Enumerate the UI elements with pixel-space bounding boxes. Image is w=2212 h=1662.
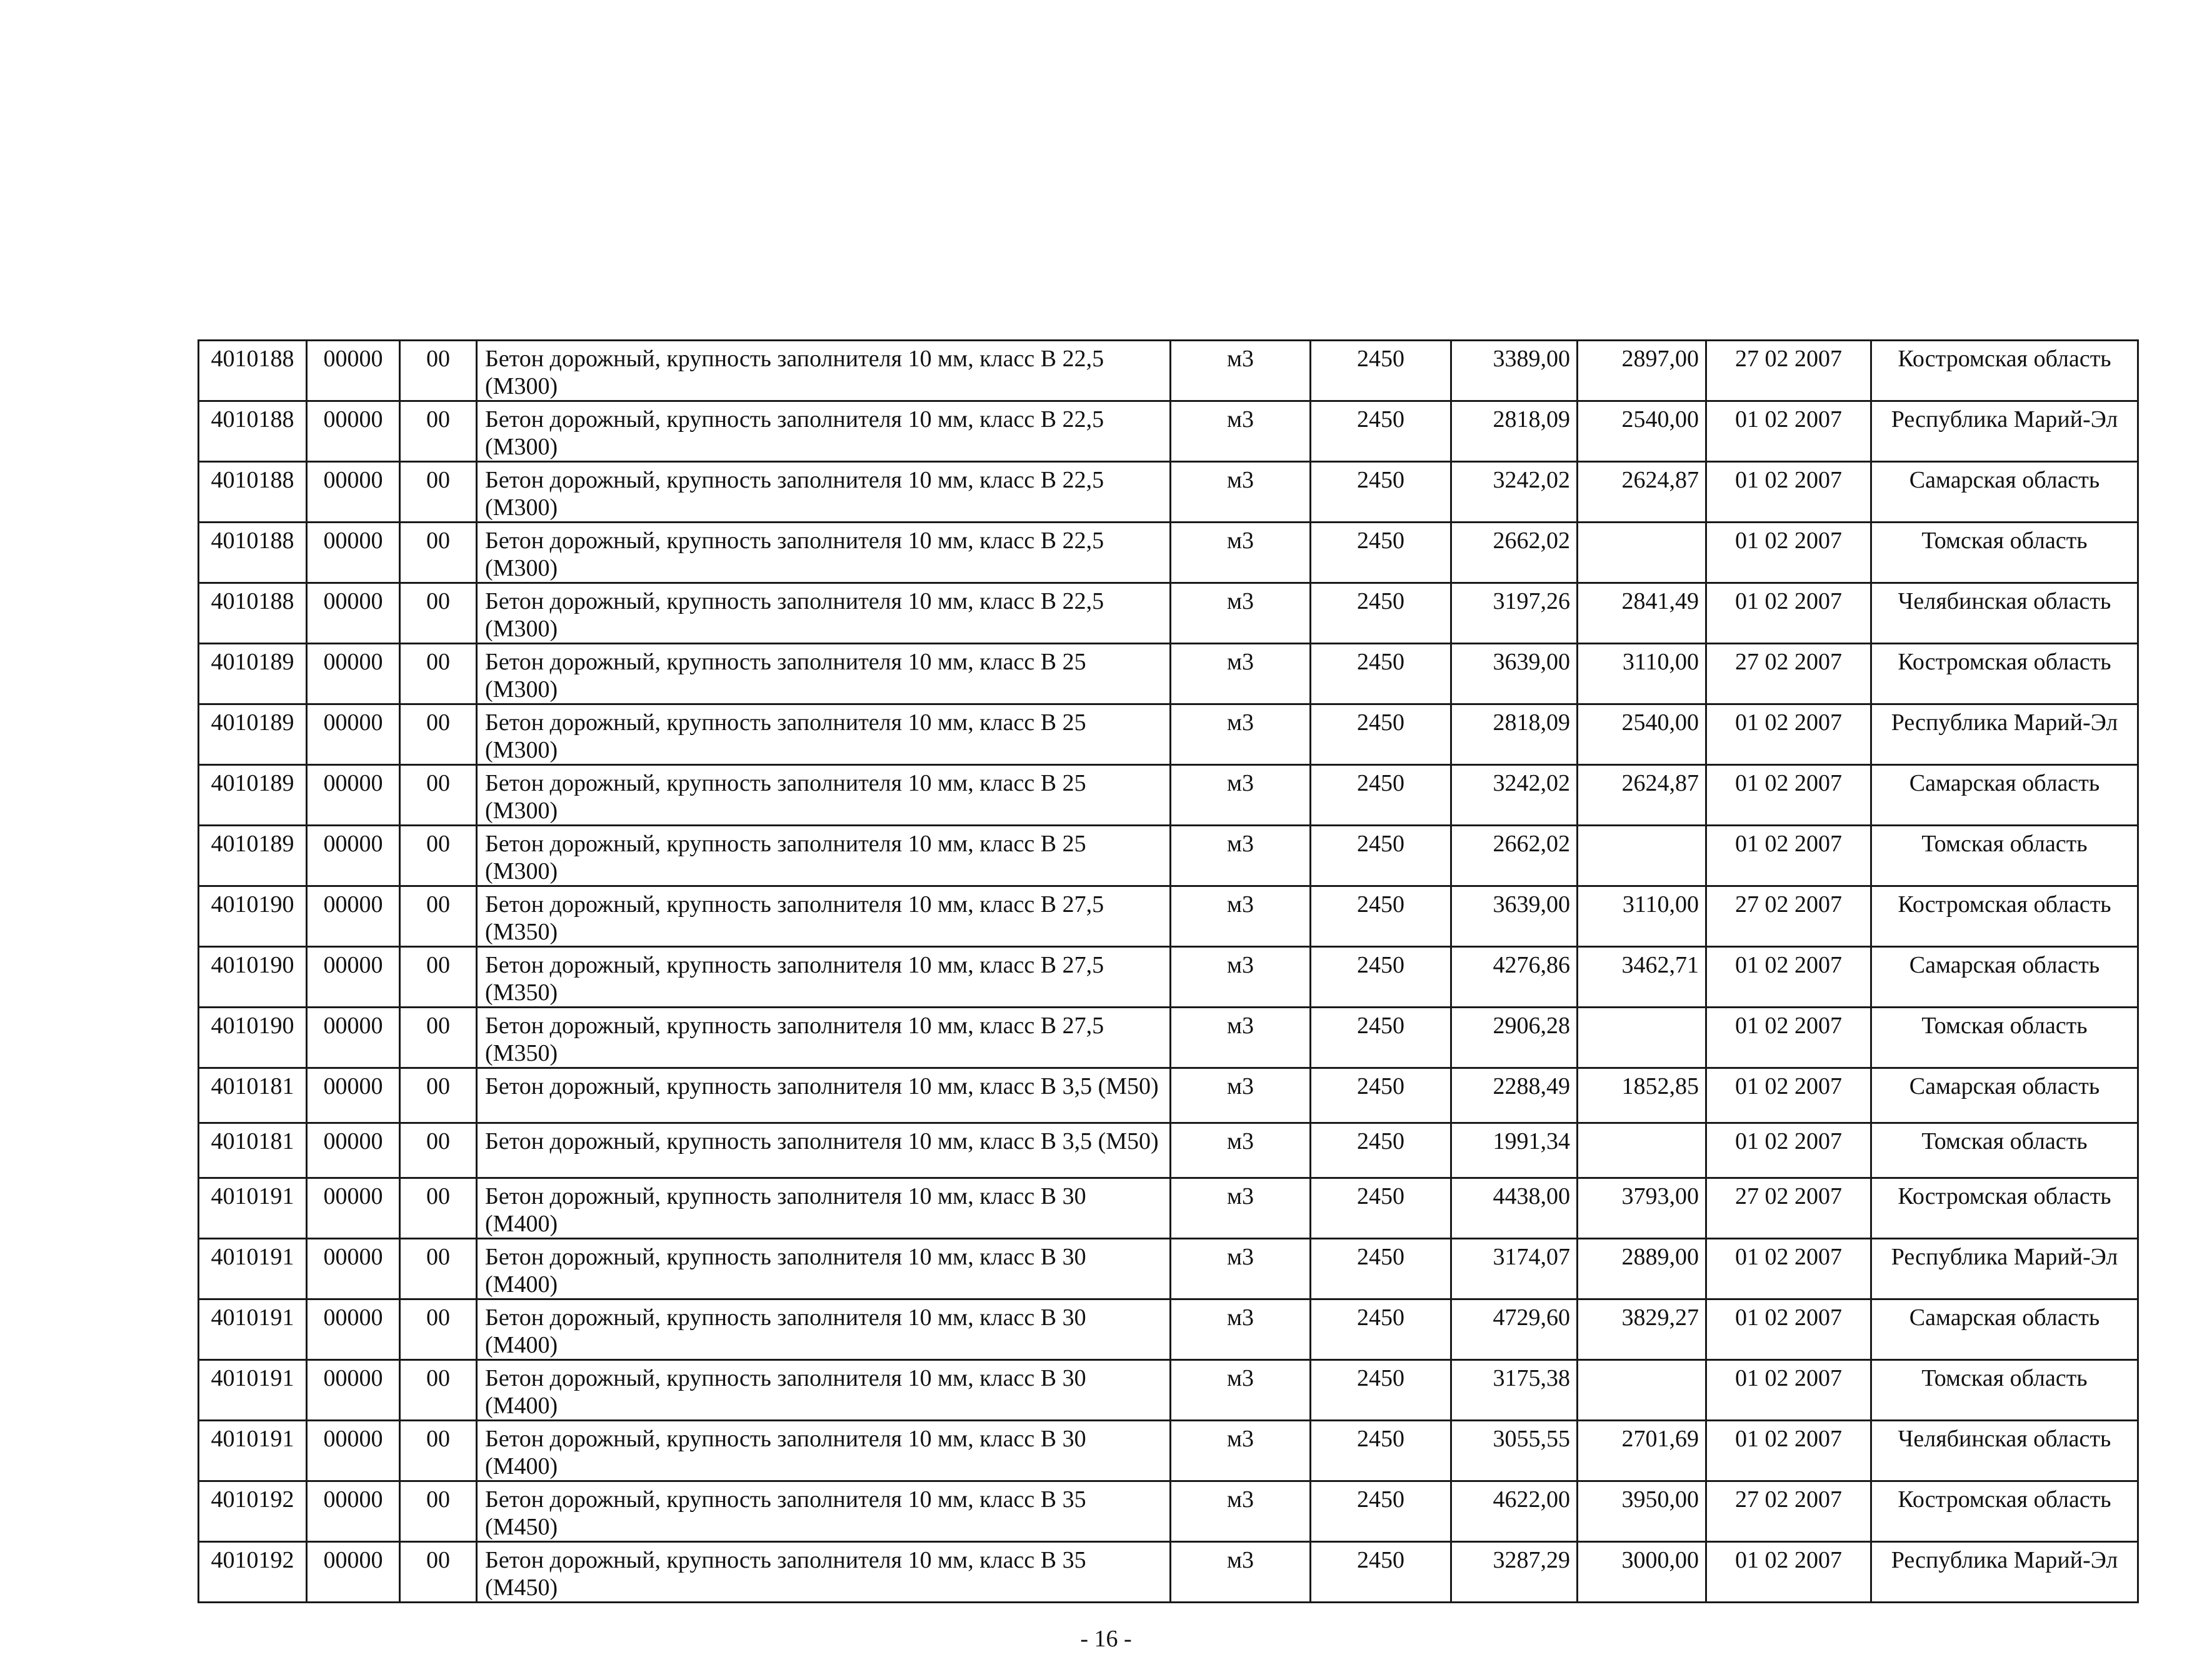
unit-cell: м3 [1171,1421,1311,1481]
price-cell: 3639,00 [1451,644,1578,704]
subcode-cell: 00000 [307,947,400,1008]
price-vat-cell: 2897,00 [1578,341,1706,401]
subcode-cell: 00000 [307,765,400,826]
subcode-cell: 00000 [307,1299,400,1360]
price-cell: 3197,26 [1451,583,1578,644]
code-cell: 4010192 [199,1542,307,1603]
date-cell: 01 02 2007 [1706,1068,1871,1123]
price-vat-cell: 3462,71 [1578,947,1706,1008]
date-cell: 27 02 2007 [1706,886,1871,947]
subcode-cell: 00000 [307,704,400,765]
date-cell: 27 02 2007 [1706,1178,1871,1239]
table-row [199,1068,2138,1123]
subcode-cell: 00000 [307,523,400,583]
description-cell: Бетон дорожный, крупность заполнителя 10 мм, класс В 27,5 (М350) [477,1008,1171,1068]
description-cell: Бетон дорожный, крупность заполнителя 10 мм, класс В 30 (М400) [477,1360,1171,1421]
price-vat-cell: 2540,00 [1578,704,1706,765]
subcode2-cell: 00 [400,1360,477,1421]
description-cell: Бетон дорожный, крупность заполнителя 10 мм, класс В 30 (М400) [477,1178,1171,1239]
description-cell: Бетон дорожный, крупность заполнителя 10 мм, класс В 22,5 (М300) [477,523,1171,583]
region-cell: Самарская область [1871,462,2138,523]
date-cell: 01 02 2007 [1706,765,1871,826]
code-cell: 4010190 [199,947,307,1008]
price-vat-cell [1578,1008,1706,1068]
price-cell: 2662,02 [1451,826,1578,886]
description-cell: Бетон дорожный, крупность заполнителя 10 мм, класс В 22,5 (М300) [477,341,1171,401]
density-cell: 2450 [1311,341,1451,401]
density-cell: 2450 [1311,704,1451,765]
price-vat-cell: 2624,87 [1578,462,1706,523]
price-vat-cell: 3950,00 [1578,1481,1706,1542]
date-cell: 01 02 2007 [1706,1239,1871,1299]
density-cell: 2450 [1311,1178,1451,1239]
price-vat-cell: 3000,00 [1578,1542,1706,1603]
subcode2-cell: 00 [400,1421,477,1481]
price-vat-cell: 2701,69 [1578,1421,1706,1481]
price-vat-cell: 3829,27 [1578,1299,1706,1360]
price-cell: 3389,00 [1451,341,1578,401]
description-cell: Бетон дорожный, крупность заполнителя 10 мм, класс В 3,5 (М50) [477,1123,1171,1178]
table-row [199,401,2138,462]
subcode2-cell: 00 [400,704,477,765]
density-cell: 2450 [1311,826,1451,886]
date-cell: 01 02 2007 [1706,1299,1871,1360]
region-cell: Костромская область [1871,1481,2138,1542]
price-cell: 2288,49 [1451,1068,1578,1123]
region-cell: Челябинская область [1871,1421,2138,1481]
density-cell: 2450 [1311,1123,1451,1178]
price-vat-cell: 1852,85 [1578,1068,1706,1123]
density-cell: 2450 [1311,765,1451,826]
unit-cell: м3 [1171,947,1311,1008]
subcode2-cell: 00 [400,1481,477,1542]
subcode2-cell: 00 [400,401,477,462]
price-cell: 4438,00 [1451,1178,1578,1239]
date-cell: 01 02 2007 [1706,401,1871,462]
subcode2-cell: 00 [400,886,477,947]
table-body [199,341,2138,1603]
code-cell: 4010191 [199,1178,307,1239]
price-cell: 3175,38 [1451,1360,1578,1421]
unit-cell: м3 [1171,1178,1311,1239]
density-cell: 2450 [1311,1481,1451,1542]
subcode2-cell: 00 [400,341,477,401]
date-cell: 01 02 2007 [1706,947,1871,1008]
unit-cell: м3 [1171,1068,1311,1123]
unit-cell: м3 [1171,401,1311,462]
subcode2-cell: 00 [400,1008,477,1068]
code-cell: 4010192 [199,1481,307,1542]
region-cell: Челябинская область [1871,583,2138,644]
code-cell: 4010189 [199,765,307,826]
price-vat-cell: 2540,00 [1578,401,1706,462]
unit-cell: м3 [1171,1360,1311,1421]
density-cell: 2450 [1311,1421,1451,1481]
date-cell: 27 02 2007 [1706,1481,1871,1542]
table-row [199,1421,2138,1481]
density-cell: 2450 [1311,1360,1451,1421]
code-cell: 4010181 [199,1123,307,1178]
date-cell: 01 02 2007 [1706,1360,1871,1421]
unit-cell: м3 [1171,462,1311,523]
price-table [198,339,2139,1603]
density-cell: 2450 [1311,644,1451,704]
density-cell: 2450 [1311,462,1451,523]
subcode2-cell: 00 [400,1299,477,1360]
subcode-cell: 00000 [307,1360,400,1421]
table-row [199,947,2138,1008]
density-cell: 2450 [1311,947,1451,1008]
code-cell: 4010191 [199,1299,307,1360]
subcode-cell: 00000 [307,886,400,947]
price-vat-cell: 2841,49 [1578,583,1706,644]
price-vat-cell [1578,1123,1706,1178]
table-row [199,523,2138,583]
table-row [199,1299,2138,1360]
price-cell: 2818,09 [1451,704,1578,765]
code-cell: 4010189 [199,704,307,765]
subcode-cell: 00000 [307,644,400,704]
region-cell: Республика Марий-Эл [1871,1239,2138,1299]
region-cell: Республика Марий-Эл [1871,704,2138,765]
description-cell: Бетон дорожный, крупность заполнителя 10 мм, класс В 30 (М400) [477,1239,1171,1299]
description-cell: Бетон дорожный, крупность заполнителя 10 мм, класс В 27,5 (М350) [477,886,1171,947]
table-row [199,1178,2138,1239]
table-row [199,826,2138,886]
subcode2-cell: 00 [400,826,477,886]
code-cell: 4010188 [199,341,307,401]
price-vat-cell: 3110,00 [1578,644,1706,704]
price-cell: 2906,28 [1451,1008,1578,1068]
unit-cell: м3 [1171,1239,1311,1299]
region-cell: Самарская область [1871,1299,2138,1360]
price-cell: 2662,02 [1451,523,1578,583]
date-cell: 01 02 2007 [1706,1123,1871,1178]
subcode2-cell: 00 [400,1123,477,1178]
region-cell: Томская область [1871,1123,2138,1178]
code-cell: 4010190 [199,1008,307,1068]
subcode2-cell: 00 [400,644,477,704]
table-row [199,765,2138,826]
description-cell: Бетон дорожный, крупность заполнителя 10 мм, класс В 30 (М400) [477,1421,1171,1481]
price-cell: 1991,34 [1451,1123,1578,1178]
description-cell: Бетон дорожный, крупность заполнителя 10 мм, класс В 22,5 (М300) [477,583,1171,644]
code-cell: 4010191 [199,1421,307,1481]
region-cell: Костромская область [1871,1178,2138,1239]
code-cell: 4010188 [199,523,307,583]
description-cell: Бетон дорожный, крупность заполнителя 10 мм, класс В 27,5 (М350) [477,947,1171,1008]
price-vat-cell: 3110,00 [1578,886,1706,947]
date-cell: 01 02 2007 [1706,704,1871,765]
unit-cell: м3 [1171,644,1311,704]
density-cell: 2450 [1311,1008,1451,1068]
code-cell: 4010181 [199,1068,307,1123]
region-cell: Самарская область [1871,947,2138,1008]
code-cell: 4010188 [199,462,307,523]
table-row [199,1008,2138,1068]
page-number: - 16 - [1080,1626,1132,1652]
subcode2-cell: 00 [400,1178,477,1239]
price-vat-cell: 2889,00 [1578,1239,1706,1299]
table-row [199,644,2138,704]
table-row [199,1481,2138,1542]
subcode2-cell: 00 [400,462,477,523]
price-vat-cell: 3793,00 [1578,1178,1706,1239]
code-cell: 4010189 [199,644,307,704]
table-row [199,886,2138,947]
price-cell: 4276,86 [1451,947,1578,1008]
subcode-cell: 00000 [307,1068,400,1123]
unit-cell: м3 [1171,1481,1311,1542]
region-cell: Томская область [1871,826,2138,886]
description-cell: Бетон дорожный, крупность заполнителя 10 мм, класс В 35 (М450) [477,1481,1171,1542]
price-cell: 3242,02 [1451,462,1578,523]
description-cell: Бетон дорожный, крупность заполнителя 10 мм, класс В 25 (М300) [477,765,1171,826]
unit-cell: м3 [1171,341,1311,401]
table-row [199,1360,2138,1421]
description-cell: Бетон дорожный, крупность заполнителя 10 мм, класс В 35 (М450) [477,1542,1171,1603]
price-cell: 3055,55 [1451,1421,1578,1481]
subcode-cell: 00000 [307,826,400,886]
table-row [199,583,2138,644]
table-row [199,1239,2138,1299]
subcode-cell: 00000 [307,1123,400,1178]
region-cell: Самарская область [1871,765,2138,826]
unit-cell: м3 [1171,826,1311,886]
date-cell: 01 02 2007 [1706,583,1871,644]
description-cell: Бетон дорожный, крупность заполнителя 10 мм, класс В 3,5 (М50) [477,1068,1171,1123]
region-cell: Республика Марий-Эл [1871,401,2138,462]
table-row [199,341,2138,401]
table-row [199,462,2138,523]
unit-cell: м3 [1171,1542,1311,1603]
table-row [199,1123,2138,1178]
price-cell: 2818,09 [1451,401,1578,462]
unit-cell: м3 [1171,1123,1311,1178]
subcode2-cell: 00 [400,523,477,583]
unit-cell: м3 [1171,523,1311,583]
subcode2-cell: 00 [400,1068,477,1123]
density-cell: 2450 [1311,523,1451,583]
description-cell: Бетон дорожный, крупность заполнителя 10 мм, класс В 25 (М300) [477,826,1171,886]
subcode-cell: 00000 [307,1542,400,1603]
table-row [199,704,2138,765]
code-cell: 4010189 [199,826,307,886]
unit-cell: м3 [1171,583,1311,644]
price-cell: 4622,00 [1451,1481,1578,1542]
subcode-cell: 00000 [307,1481,400,1542]
region-cell: Томская область [1871,523,2138,583]
unit-cell: м3 [1171,886,1311,947]
date-cell: 01 02 2007 [1706,826,1871,886]
date-cell: 01 02 2007 [1706,462,1871,523]
unit-cell: м3 [1171,1008,1311,1068]
price-cell: 4729,60 [1451,1299,1578,1360]
description-cell: Бетон дорожный, крупность заполнителя 10 мм, класс В 25 (М300) [477,704,1171,765]
region-cell: Костромская область [1871,886,2138,947]
region-cell: Республика Марий-Эл [1871,1542,2138,1603]
region-cell: Костромская область [1871,341,2138,401]
subcode-cell: 00000 [307,401,400,462]
subcode2-cell: 00 [400,947,477,1008]
date-cell: 27 02 2007 [1706,644,1871,704]
price-vat-cell: 2624,87 [1578,765,1706,826]
density-cell: 2450 [1311,583,1451,644]
price-cell: 3242,02 [1451,765,1578,826]
unit-cell: м3 [1171,1299,1311,1360]
description-cell: Бетон дорожный, крупность заполнителя 10 мм, класс В 30 (М400) [477,1299,1171,1360]
density-cell: 2450 [1311,1299,1451,1360]
region-cell: Самарская область [1871,1068,2138,1123]
code-cell: 4010188 [199,401,307,462]
table-row [199,1542,2138,1603]
unit-cell: м3 [1171,704,1311,765]
subcode-cell: 00000 [307,1421,400,1481]
date-cell: 01 02 2007 [1706,523,1871,583]
region-cell: Костромская область [1871,644,2138,704]
density-cell: 2450 [1311,1239,1451,1299]
region-cell: Томская область [1871,1360,2138,1421]
price-cell: 3639,00 [1451,886,1578,947]
subcode-cell: 00000 [307,583,400,644]
subcode-cell: 00000 [307,1239,400,1299]
description-cell: Бетон дорожный, крупность заполнителя 10 мм, класс В 25 (М300) [477,644,1171,704]
date-cell: 01 02 2007 [1706,1421,1871,1481]
subcode2-cell: 00 [400,1239,477,1299]
code-cell: 4010191 [199,1360,307,1421]
subcode-cell: 00000 [307,1178,400,1239]
subcode2-cell: 00 [400,765,477,826]
price-cell: 3287,29 [1451,1542,1578,1603]
description-cell: Бетон дорожный, крупность заполнителя 10 мм, класс В 22,5 (М300) [477,462,1171,523]
subcode-cell: 00000 [307,462,400,523]
date-cell: 27 02 2007 [1706,341,1871,401]
code-cell: 4010191 [199,1239,307,1299]
density-cell: 2450 [1311,1068,1451,1123]
date-cell: 01 02 2007 [1706,1008,1871,1068]
subcode-cell: 00000 [307,1008,400,1068]
subcode2-cell: 00 [400,583,477,644]
unit-cell: м3 [1171,765,1311,826]
density-cell: 2450 [1311,1542,1451,1603]
price-vat-cell [1578,523,1706,583]
region-cell: Томская область [1871,1008,2138,1068]
description-cell: Бетон дорожный, крупность заполнителя 10 мм, класс В 22,5 (М300) [477,401,1171,462]
date-cell: 01 02 2007 [1706,1542,1871,1603]
code-cell: 4010190 [199,886,307,947]
density-cell: 2450 [1311,401,1451,462]
code-cell: 4010188 [199,583,307,644]
price-vat-cell [1578,826,1706,886]
subcode2-cell: 00 [400,1542,477,1603]
price-vat-cell [1578,1360,1706,1421]
subcode-cell: 00000 [307,341,400,401]
density-cell: 2450 [1311,886,1451,947]
price-cell: 3174,07 [1451,1239,1578,1299]
